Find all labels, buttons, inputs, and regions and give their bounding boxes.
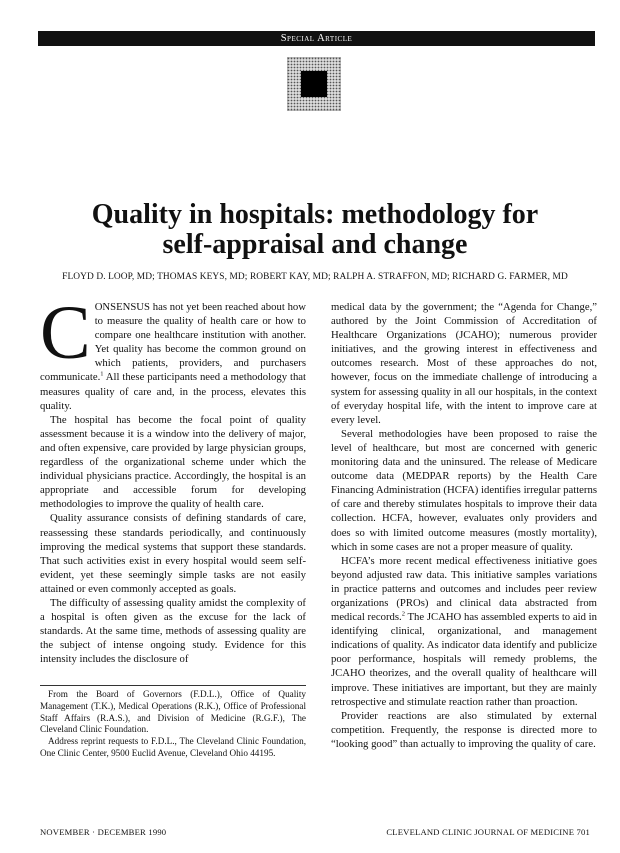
reference-1[interactable]: 1 — [100, 370, 104, 378]
paragraph-7: HCFA’s more recent medical effectiveness initiative goes beyond adjusted raw data. This initiative samples variations in practice patterns and outcomes and includes peer review organizations (PROs) and clinical data abstracted from medical records.$^2$ The JCAHO has assembled experts to aid in identifying clinical, organizational, and management indications of quality. As indicator data identify and publicize poor performance, hospitals will remedy problems, the JCAHO theorizes, and the overall quality of healthcare will improve. These initiatives are important, but they are mainly retrospective and stimulate reaction rather than proaction. — [331, 554, 597, 708]
article-title — [40, 200, 590, 260]
paragraph-3: Quality assurance consists of defining standards of care, reassessing these standards periodically, and continuously improving the medical systems that support these standards. That such activities exist in every hospital would seem self-evident, yet these seemingly simple tasks are not easily attained or even commonly accepted as goals. — [40, 512, 306, 595]
footer-date: NOVEMBER · DECEMBER 1990 — [40, 827, 167, 837]
paragraph-4: The difficulty of assessing quality amidst the complexity of a hospital is often given as the excuse for the lack of standards. At the same time, methods of assessing quality are the subject of intense ongoing study. Evidence for this intensity includes the disclosure of — [40, 596, 306, 666]
section-banner: Special Article — [38, 31, 595, 46]
drop-cap: C — [40, 291, 91, 375]
footnote — [40, 685, 306, 760]
paragraph-2: The hospital has become the focal point of quality assessment because it is a window into the delivery of major, and often expensive, care provided by large physician groups, regardless of the organizational scheme under which the individual physicians practice. Accordingly, the hospital is an appropriate and accessible forum for developing methodologies to improve the quality of health care. — [40, 413, 306, 511]
title-line-1: Quality in hospitals: methodology for — [91, 199, 539, 230]
column-left — [40, 291, 306, 666]
paragraph-6: Several methodologies have been proposed to raise the level of healthcare, but most are concerned with generic monitoring data and the uninsured. The release of Medicare outcome data (MEDPAR reports) by the Health Care Financing Administration (HCFA) identifies irregular patterns of care and thereby stimulates hospitals to improve their data collection. HCFA, however, evaluates only providers and does so with limited outcome measures (mostly mortality), which in some cases are not a proper measure of quality. — [331, 427, 597, 553]
footnote-reprints: Address reprint requests to F.D.L., The Cleveland Clinic Foundation, One Clinic Center, 9500 Euclid Avenue, Cleveland Ohio 44195. — [40, 736, 306, 758]
title-line-2: self-appraisal and change — [162, 229, 468, 260]
paragraph-1: CONSENSUS has not yet been reached about how to measure the quality of health care or how to compare one healthcare institution with another. Yet quality has become the common ground on which patients, providers, and purchasers communicate.$^1$ All these participants need a methodology that measures quality of care and, in the process, elevates this quality. — [40, 291, 306, 412]
paragraph-5: medical data by the government; the “Agenda for Change,” authored by the Joint Commission of Accreditation of Healthcare Organizations (JCAHO); numerous provider initiatives, and the growing interest in effectiveness and outcomes research. Most of these approaches do not, however, focus on the immediate challenge of introducing a system for assessing quality in all our hospitals, in the context of everyday hospital life, with the intent to improve care at every level. — [331, 301, 597, 426]
paragraph-8: Provider reactions are also stimulated by external competition. Frequently, the response is directed more to “looking good” than actually to improving the quality of care. — [331, 709, 597, 750]
reference-2[interactable]: 2 — [401, 610, 405, 618]
column-right — [331, 300, 597, 751]
footnote-affiliations: From the Board of Governors (F.D.L.), Office of Quality Management (T.K.), Medical Operations (R.K.), Office of Professional Staff Affairs (R.A.S.), and Division of Medicine (R.G.F.), The Cleveland Clinic Foundation. — [40, 689, 306, 735]
author-list: FLOYD D. LOOP, MD; THOMAS KEYS, MD; ROBERT KAY, MD; RALPH A. STRAFFON, MD; RICHARD G. FARMER, MD — [62, 272, 568, 282]
journal-logo-icon — [287, 57, 341, 111]
footer-journal-page: CLEVELAND CLINIC JOURNAL OF MEDICINE 701 — [386, 827, 590, 837]
